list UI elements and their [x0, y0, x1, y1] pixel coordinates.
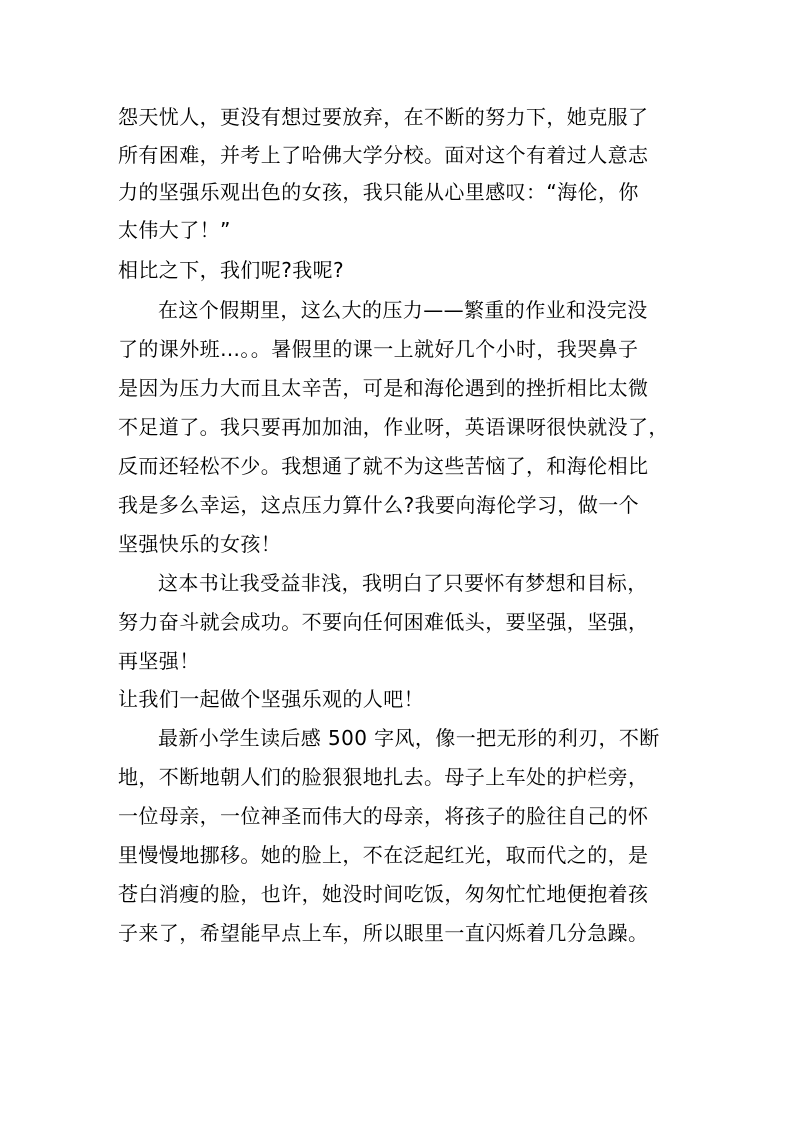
- paragraph-first-line: 最新小学生读后感 500 字风，像一把无形的利刃，不断: [158, 726, 660, 750]
- text-line: 所有困难，并考上了哈佛大学分校。面对这个有着过人意志: [118, 143, 649, 167]
- text-line: 让我们一起做个坚强乐观的人吧！: [118, 687, 424, 711]
- text-line: 再坚强！: [118, 649, 200, 673]
- text-line: 里慢慢地挪移。她的脸上，不在泛起红光，取而代之的，是: [118, 843, 649, 867]
- text-line: 不足道了。我只要再加加油，作业呀，英语课呀很快就没了，: [118, 415, 669, 439]
- text-line: 相比之下，我们呢?我呢?: [118, 258, 345, 282]
- text-line: 了的课外班…。。暑假里的课一上就好几个小时，我哭鼻子: [118, 337, 639, 361]
- text-line: 苍白消瘦的脸，也许，她没时间吃饭，匆匆忙忙地便抱着孩: [118, 882, 649, 906]
- paragraph-first-line: 这本书让我受益非浅，我明白了只要怀有梦想和目标，: [158, 571, 648, 595]
- text-line: 坚强快乐的女孩！: [118, 532, 282, 556]
- text-line: 太伟大了！”: [118, 218, 231, 242]
- text-line: 我是多么幸运，这点压力算什么?我要向海伦学习，做一个: [118, 493, 640, 517]
- text-line: 是因为压力大而且太辛苦，可是和海伦遇到的挫折相比太微: [118, 376, 649, 400]
- paragraph-first-line: 在这个假期里，这么大的压力——繁重的作业和没完没: [158, 298, 648, 322]
- text-line: 反而还轻松不少。我想通了就不为这些苦恼了，和海伦相比: [118, 454, 649, 478]
- text-line: 努力奋斗就会成功。不要向任何困难低头，要坚强，坚强，: [118, 610, 649, 634]
- text-line: 地，不断地朝人们的脸狠狠地扎去。母子上车处的护栏旁，: [118, 765, 649, 789]
- text-line: 一位母亲，一位神圣而伟大的母亲，将孩子的脸往自己的怀: [118, 804, 649, 828]
- text-line: 子来了，希望能早点上车，所以眼里一直闪烁着几分急躁。: [118, 921, 649, 945]
- text-line: 怨天忧人，更没有想过要放弃，在不断的努力下，她克服了: [118, 105, 649, 129]
- text-line: 力的坚强乐观出色的女孩，我只能从心里感叹：“海伦，你: [118, 180, 639, 204]
